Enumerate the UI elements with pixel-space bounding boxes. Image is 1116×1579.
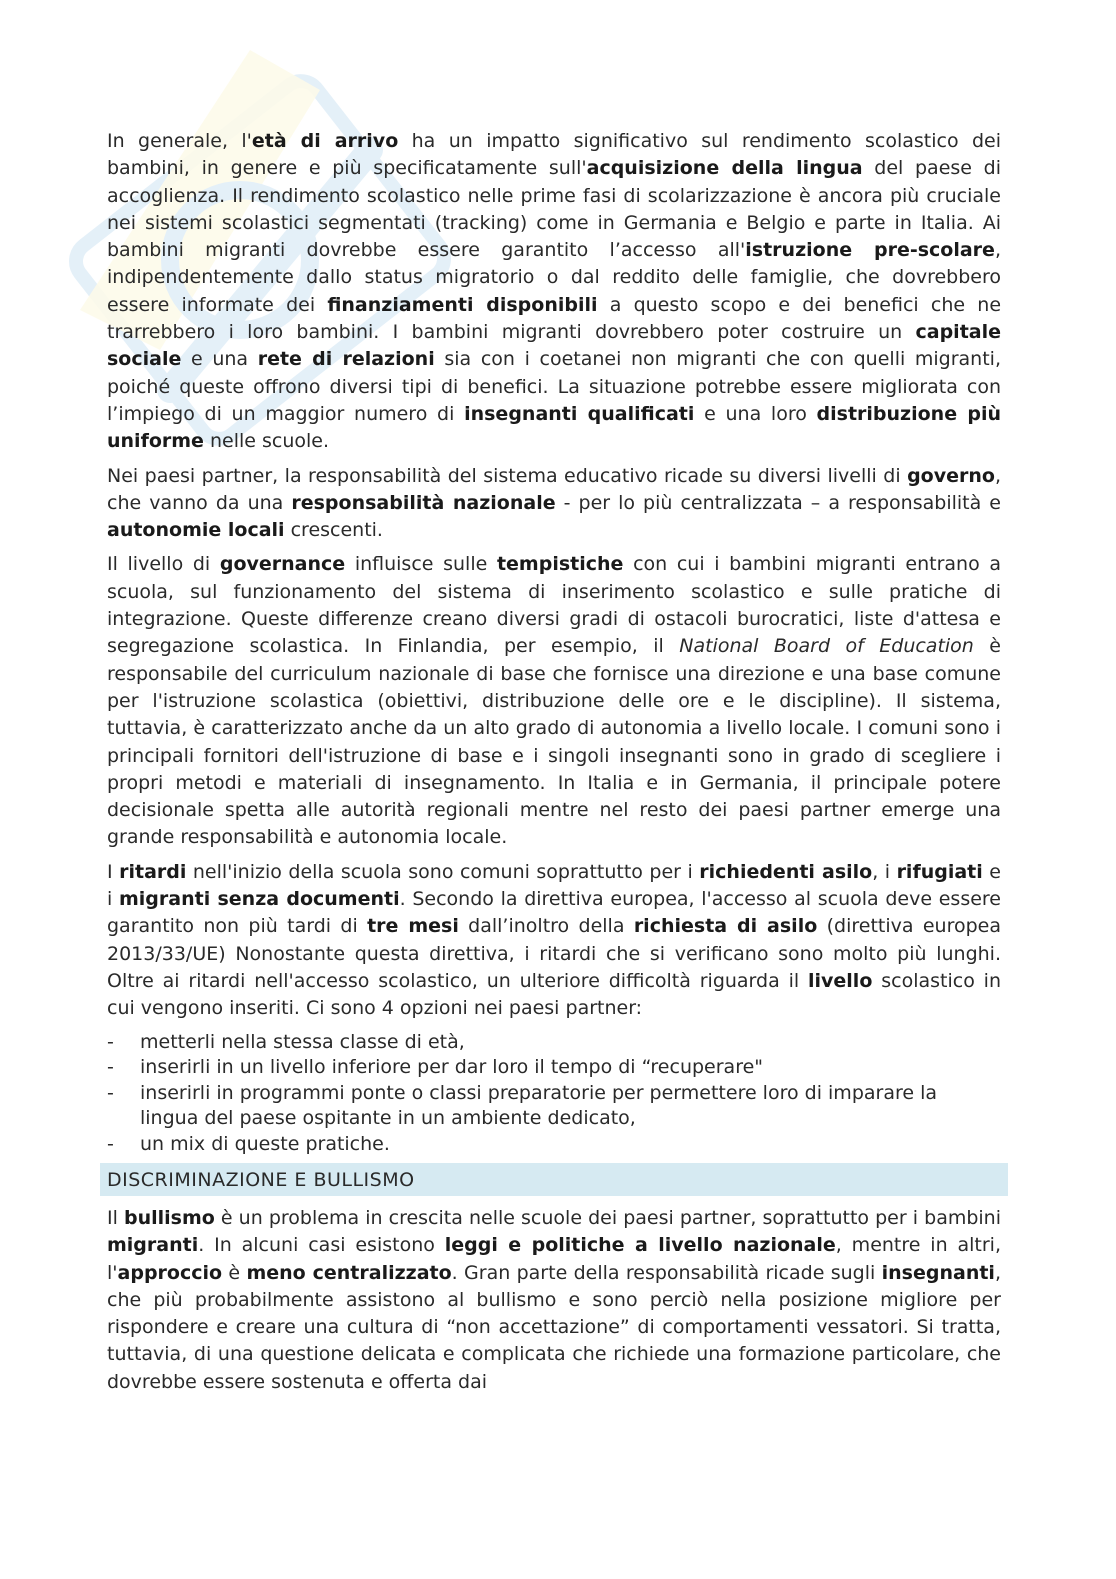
bold-text: migranti senza documenti [118,888,400,911]
list-item [107,1081,1001,1132]
text-run: e i [107,860,1001,911]
bold-text: bullismo [123,1207,215,1229]
bold-text: tempistiche [496,553,624,576]
dash-marker: - [107,1030,114,1053]
text-run: e una [181,348,258,371]
text-run: . Secondo la direttiva europea, l'accesso al scuola deve essere garantito non più tardi di [107,888,1001,938]
text-run: , che vanno da una [107,464,1001,514]
bold-text: istruzione pre-scolare [745,239,995,262]
list-item [107,1030,1001,1056]
bold-text: approccio [117,1261,223,1284]
bold-text: leggi e politiche a livello nazionale [444,1234,836,1257]
bold-text: capitale sociale [107,321,1001,371]
text-run: a questo scopo e dei benefici che ne trarrebbero i loro bambini. I bambini migranti dovrebbero poter costruire un [107,293,1002,344]
text-run: I [107,860,120,883]
bold-text: finanziamenti disponibili [327,293,598,316]
bold-text: migranti [107,1234,199,1257]
bold-text: governo [907,464,995,487]
document-page [107,128,1001,1403]
dash-marker: - [107,1081,114,1104]
text-run: del paese di accoglienza. Il rendimento scolastico nelle prime fasi di scolarizzazione è ancora più cruciale nei sistemi scolastici segmentati (tracking) come in Germania e Belgio e parte in Italia. Ai bambini migranti dovrebbe essere garantito l’accesso all' [107,157,1001,262]
options-list [107,1030,1001,1158]
bold-text: governance [219,553,346,576]
bold-text: richiesta di asilo [633,915,818,938]
list-item-text: inserirli in un livello inferiore per dar loro il tempo di “recuperare" [140,1056,764,1078]
text-run: (direttiva europea 2013/33/UE) Nonostante questa direttiva, i ritardi che si verificano sono molto più lunghi. Oltre ai ritardi nell'accesso scolastico, un ulteriore difficoltà riguarda il [107,915,1001,992]
text-run: scolastico in cui vengono inseriti. Ci sono 4 opzioni nei paesi partner: [107,969,1001,1020]
text-run: Nei paesi partner, la responsabilità del sistema educativo ricade su diversi livelli di [107,464,908,487]
bold-text: rete di relazioni [257,348,435,371]
section-heading: DISCRIMINAZIONE E BULLISMO [100,1163,1008,1196]
paragraph [107,859,1001,1023]
text-run: , indipendentemente dallo status migratorio o dal reddito delle famiglie, che dovrebbero essere informate dei [107,239,1001,316]
text-run: nelle scuole. [203,430,330,453]
text-run: Il livello di [107,553,220,576]
paragraph [107,551,1001,851]
dash-marker: - [107,1132,114,1155]
list-item-text: metterli nella stessa classe di età, [140,1030,465,1053]
paragraph [107,128,1001,456]
list-item [107,1132,1001,1158]
bold-text: meno centralizzato [246,1261,452,1284]
text-run: dall’inoltro della [458,915,634,938]
bold-text: insegnanti qualificati [464,402,695,425]
bold-text: età di arrivo [251,130,399,152]
text-run: e una loro [694,402,817,425]
bold-text: acquisizione della lingua [586,157,863,180]
bold-text: distribuzione più uniforme [107,402,1002,453]
text-run: è un problema in crescita nelle scuole dei paesi partner, soprattutto per i bambini [214,1207,1002,1229]
list-item [107,1055,1001,1081]
text-run: nell'inizio della scuola sono comuni soprattutto per i [186,860,700,883]
text-run: è responsabile del curriculum nazionale di base che fornisce una direzione e una base comune per l'istruzione scolastica (obiettivi, distribuzione delle ore e le discipline). Il sistema, tuttavia, è caratterizzato anche da un alto grado di autonomia a livello locale. I comuni sono i principali fornitori dell'istruzione di base e i singoli insegnanti sono in grado di scegliere i propri metodi e materiali di insegnamento. In Italia e in Germania, il principale potere decisionale spetta alle autorità regionali mentre nel resto dei paesi partner emerge una grande responsabilità e autonomia locale. [107,635,1001,849]
body-paragraphs [107,128,1001,1023]
text-run: è [222,1261,247,1284]
bold-text: rifugiati [896,860,983,883]
text-run: crescenti. [284,519,383,542]
text-run: . In alcuni casi esistono [198,1234,445,1257]
paragraph [107,463,1001,545]
bold-text: autonomie locali [107,519,285,542]
text-run: con cui i bambini migranti entrano a scuola, sul funzionamento del sistema di inserimento scolastico e sulle pratiche di integrazione. Queste differenze creano diversi gradi di ostacoli burocratici, liste d'attesa e segregazione scolastica. In Finlandia, per esempio, il [107,553,1002,658]
text-run: , che più probabilmente assistono al bullismo e sono perciò nella posizione migliore per rispondere e creare una cultura di “non accettazione” di comportamenti vessatori. Si tratta, tuttavia, di una questione delicata e complicata che richiede una formazione particolare, che dovrebbe essere sostenuta e offerta dai [107,1261,1001,1393]
bold-text: insegnanti [881,1261,995,1284]
bold-text: ritardi [119,860,187,883]
bold-text: livello [808,969,873,992]
text-run: - per lo più centralizzata – a responsabilità e [555,491,1001,514]
bold-text: richiedenti asilo [699,860,873,883]
text-run: In generale, l' [107,130,252,152]
italic-text: National Board of Education [679,635,974,658]
text-run: ha un impatto significativo sul rendimento scolastico dei bambini, in genere e più specificatamente sull' [107,130,1002,180]
list-item-text: inserirli in programmi ponte o classi preparatorie per permettere loro di imparare la lingua del paese ospitante in un ambiente dedicato, [140,1081,938,1129]
paragraph [107,1205,1001,1396]
list-item-text: un mix di queste pratiche. [140,1132,390,1155]
bold-text: tre mesi [367,915,459,938]
text-run: influisce sulle [345,553,497,576]
text-run: . Gran parte della responsabilità ricade sugli [451,1261,882,1284]
text-run: sia con i coetanei non migranti che con quelli migranti, poiché queste offrono diversi tipi di benefici. La situazione potrebbe essere migliorata con l’impiego di un maggior numero di [107,348,1001,425]
section-paragraphs [107,1205,1001,1396]
text-run: , mentre in altri, l' [107,1234,1001,1284]
text-run: , i [872,860,897,883]
bold-text: responsabilità nazionale [291,491,556,514]
text-run: Il [107,1207,124,1229]
dash-marker: - [107,1056,114,1078]
